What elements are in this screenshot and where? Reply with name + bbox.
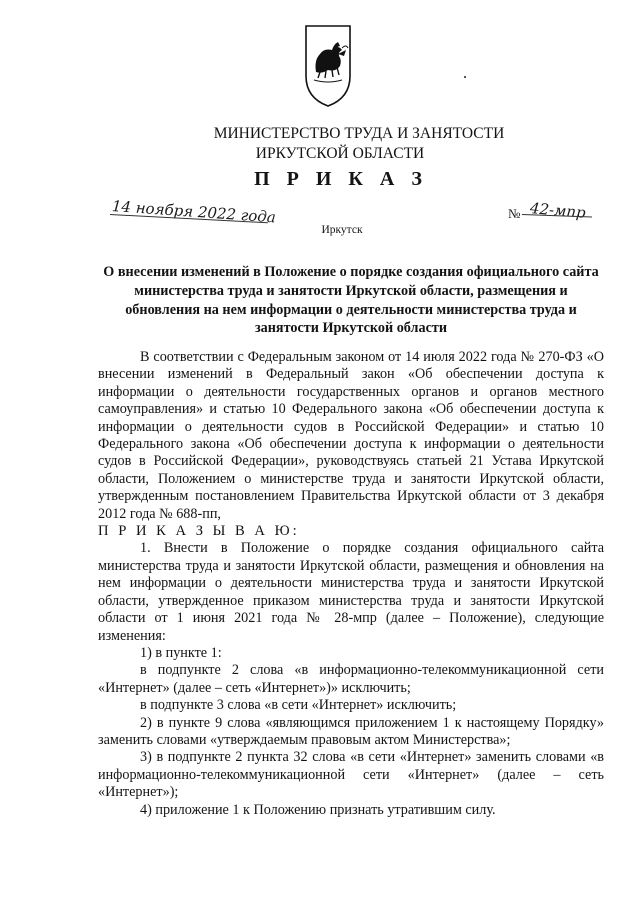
order-title: О внесении изменений в Положение о порядке создания официального сайта министерства труда и занятости Иркутской области, размещения и обновления на нем информации о деятельности министерства труда и занятости Иркутской области — [103, 264, 599, 337]
ministry-line-1: МИНИСТЕРСТВО ТРУДА И ЗАНЯТОСТИ — [213, 125, 505, 142]
order-body — [98, 349, 604, 819]
list-item: в подпункте 2 слова «в информационно-телекоммуникационной сети «Интернет» (далее – сеть «Интернет»)» исключить; — [98, 662, 604, 696]
list-item: 2) в пункте 9 слова «являющимся приложением 1 к настоящему Порядку» заменить словами «утверждаемым правовым актом Министерства»; — [98, 714, 604, 748]
scan-dot — [464, 76, 466, 78]
ministry-name — [0, 124, 640, 164]
preamble-paragraph: В соответствии с Федеральным законом от 14 июля 2022 года № 270-ФЗ «О внесении изменений в Федеральный закон «Об обеспечении доступа к информации о деятельности государственных органов и органов местного самоуправления» и статью 10 Федерального закона «Об обеспечении доступа к информации о деятельности судов в Российской Федерации» и статью 10 Федерального закона «Об обеспечении доступа к информации о деятельности судов в Российской Федерации», руководствуясь статьей 21 Устава Иркутской области, Положением о министерстве труда и занятости Иркутской области, утвержденным постановлением Правительства Иркутской области от 3 декабря 2012 года № 688-пп, — [98, 349, 604, 522]
list-item: 3) в подпункте 2 пункта 32 слова «в сети «Интернет» заменить словами «в информационно-телекоммуникационной сети «Интернет» (далее – сеть «Интернет»); — [98, 749, 604, 801]
prikazyvayu-heading: П Р И К А З Ы В А Ю: — [98, 523, 300, 540]
list-item: 4) приложение 1 к Положению признать утратившим силу. — [140, 801, 496, 818]
list-item: в подпункте 3 слова «в сети «Интернет» исключить; — [140, 697, 457, 714]
list-item: 1. Внести в Положение о порядке создания официального сайта министерства труда и занятости Иркутской области, размещения и обновления на нем информации о деятельности министерства труда и занятости Иркутской области, утвержденное приказом министерства труда и занятости Иркутской области от 1 июня 2021 года № 28-мпр (далее – Положение), следующие изменения: — [98, 540, 604, 644]
number-label: № — [508, 206, 521, 221]
coat-of-arms-emblem — [302, 20, 354, 110]
city-name: Иркутск — [321, 224, 363, 236]
ministry-line-2: ИРКУТСКОЙ ОБЛАСТИ — [255, 145, 425, 162]
handwritten-number: 42-мпр — [529, 199, 587, 222]
list-item: 1) в пункте 1: — [140, 644, 222, 661]
document-type-heading: П Р И К А З — [254, 168, 428, 190]
handwritten-date: 14 ноября 2022 года — [111, 197, 277, 227]
